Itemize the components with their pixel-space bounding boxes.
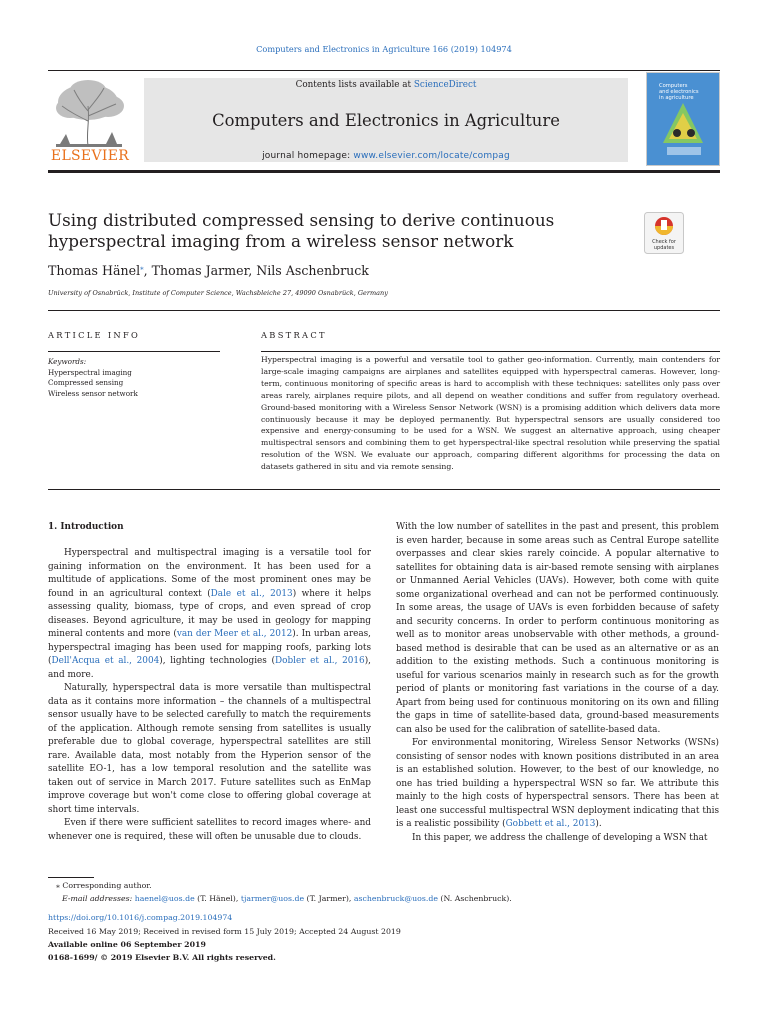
abstract-rule: [261, 351, 720, 352]
cover-title-2: and electronics: [659, 89, 699, 95]
text-run: ) where it helps assessing quality, biomass, type of crops, and even spread of crop diseases. Beyond agriculture, it may be used in geology for mapping mineral contents and more (: [48, 588, 371, 639]
ref-van-der-meer-2012[interactable]: van der Meer et al., 2012: [176, 629, 293, 639]
available-online: Available online 06 September 2019: [48, 940, 206, 949]
affiliation: University of Osnabrück, Institute of Computer Science, Wachsbleiche 27, 49090 Osnabrück, Germany: [48, 289, 388, 297]
intro-paragraph-5: In this paper, we address the challenge of developing a WSN that: [412, 832, 708, 843]
keyword-item: Compressed sensing: [48, 378, 124, 388]
crossmark-label-1: Check for: [652, 239, 676, 245]
author-list: [48, 263, 369, 278]
introduction-heading: 1. Introduction: [48, 522, 124, 532]
text-run: ), and more.: [48, 656, 371, 680]
received-dates: Received 16 May 2019; Received in revised form 15 July 2019; Accepted 24 August 2019: [48, 927, 401, 936]
text-run: Hyperspectral and multispectral imaging is a versatile tool for gaining information on the environment. It has been used for a multitude of applications. Some of the most prominent ones may be found in an agricultural context (: [48, 548, 371, 599]
copyright: 0168-1699/ © 2019 Elsevier B.V. All rights reserved.: [48, 953, 276, 962]
body-column-left: [48, 547, 371, 844]
intro-paragraph-3: Even if there were sufficient satellites to record images where- and whenever one is required, these will often be unusable due to clouds.: [48, 818, 371, 842]
contents-line: [144, 80, 628, 90]
ref-dellacqua-2004[interactable]: Dell'Acqua et al., 2004: [51, 656, 160, 666]
body-rule: [48, 489, 720, 490]
other-authors: , Thomas Jarmer, Nils Aschenbruck: [143, 263, 369, 278]
email-addresses: [62, 894, 512, 903]
cover-art-icon: [647, 73, 719, 165]
text-run: For environmental monitoring, Wireless Sensor Networks (WSNs) consisting of sensor nodes with known positions distributed in an area is an established solution. However, to the best of our knowledge, no one has tried building a hyperspectral WSN so far. We attribute this mainly to the high costs of hyperspectral sensors. There has been at least one successful multispectral WSN deployment indicating that this is a realistic possibility (: [396, 738, 719, 829]
sciencedirect-link[interactable]: ScienceDirect: [413, 80, 477, 90]
masthead: [48, 72, 720, 168]
keyword-item: Wireless sensor network: [48, 388, 138, 398]
journal-homepage: [144, 151, 628, 161]
keyword-item: Hyperspectral imaging: [48, 367, 132, 377]
doi-link[interactable]: https://doi.org/10.1016/j.compag.2019.104974: [48, 913, 233, 922]
journal-title: Computers and Electronics in Agriculture: [212, 111, 560, 130]
email-jarmer-link[interactable]: tjarmer@uos.de: [240, 894, 305, 903]
paper-title: Using distributed compressed sensing to derive continuous hyperspectral imaging from a wireless sensor network: [48, 210, 555, 251]
ref-dale-2013[interactable]: Dale et al., 2013: [210, 588, 293, 599]
text-run: ).: [595, 819, 602, 829]
homepage-link[interactable]: www.elsevier.com/locate/compag: [353, 151, 510, 161]
journal-cover-image[interactable]: [646, 72, 720, 166]
publisher-wordmark[interactable]: ELSEVIER: [50, 148, 130, 164]
crossmark-icon: [644, 212, 684, 254]
text-run: ). In urban areas, hyperspectral imaging has been used for mapping roofs, parking lots (: [48, 629, 371, 666]
text-run: ), lighting technologies (: [159, 656, 275, 666]
intro-paragraph-2: Naturally, hyperspectral data is more versatile than multispectral data as it contains more information – the channels of a multispectral sensor usually have to be selected carefully to match the requirements of the application. Although remote sensing from satellites is usually preferable due to global coverage, hyperspectral satellites are still rare. Available data, most notably from the Hyperion sensor of the satellite EO-1, has a low temporal resolution and the satellite was taken out of service in March 2017. Future satellites such as EnMap improve coverage but won't come close to offering global coverage at short time intervals.: [48, 683, 371, 815]
keywords-rule: [48, 351, 220, 352]
ref-dobler-2016[interactable]: Dobler et al., 2016: [275, 656, 365, 666]
header-rule: [48, 70, 720, 71]
keywords-label: Keywords:: [48, 357, 87, 366]
abstract-text: Hyperspectral imaging is a powerful and versatile tool to gather geo-information. Currently, main contenders for large-scale imaging campaigns are airplanes and satellites equipped with hyperspectral cameras. However, long-term, continuous monitoring of specific areas is hard to accomplish with these techniques: satellites only pass over areas rarely, airplanes require pilots, and all depend on weather conditions and suffer from regulatory overhead. Ground-based monitoring with a Wireless Sensor Network (WSN) is a promising addition which delivers data more continuously because it may be deployed permanently. But hyperspectral sensors are usually considered too expensive and energy-consuming to be used for a WSN. We suggest an alternative approach, using cheaper multispectral sensors and combining them to get hyperspectral-like spectral resolution while preserving the spatial resolution of the WSN. We evaluate our approach, comparing different algorithms for processing the data on datasets gathered in situ and via remote sensing.: [261, 355, 720, 472]
email-aschenbruck-name: (N. Aschenbruck).: [437, 894, 512, 903]
crossmark-label-2: updates: [653, 245, 675, 251]
article-info-heading: ARTICLE INFO: [48, 330, 141, 340]
keywords-block: [48, 357, 138, 399]
email-label: E-mail addresses:: [62, 894, 135, 903]
intro-paragraph-4: [396, 737, 719, 832]
masthead-rule: [48, 170, 720, 173]
ref-gobbett-2013[interactable]: Gobbett et al., 2013: [505, 819, 596, 829]
check-for-updates-button[interactable]: [644, 212, 684, 254]
author-haenel: Thomas Hänel: [48, 263, 141, 278]
journal-banner: [144, 78, 628, 162]
contents-prefix: Contents lists available at: [295, 80, 414, 90]
body-column-right: [396, 521, 719, 845]
email-jarmer-name: (T. Jarmer),: [304, 894, 354, 903]
email-aschenbruck-link[interactable]: aschenbruck@uos.de: [353, 894, 438, 903]
cover-title-3: in agriculture: [659, 95, 694, 101]
corresponding-author-note: ⁎ Corresponding author.: [56, 881, 152, 890]
email-haenel-link[interactable]: haenel@uos.de: [134, 894, 195, 903]
email-haenel-name: (T. Hänel),: [194, 894, 241, 903]
corresponding-author-mark[interactable]: ⁎: [140, 263, 144, 272]
cover-title-1: Computers: [659, 83, 688, 89]
intro-paragraph-1: [48, 547, 371, 682]
intro-paragraph-3-continued: With the low number of satellites in the past and present, this problem is even harder, because in some areas such as Central Europe satellite overpasses and clear skies rarely coincide. A popular alternative to satellites for obtaining data is air-based remote sensing with airplanes or Unmanned Aerial Vehicles (UAVs). However, both come with quite some organizational overhead and can not be performed continuously. In some areas, the usage of UAVs is even forbidden because of safety and security concerns. In order to perform continuous monitoring as well as to monitor areas unobservable with other methods, a ground-based method is desirable that can be used as an alternative or as an addition to the existing methods. Such a continuous monitoring is useful for various scenarios mainly in research such as for the growth period of plants or monitoring fast variations in the course of a day. Apart from being used for continuous monitoring on its own and filling the gaps in time of satellite-based data, ground-based measurements can also be used for the calibration of satellite-based data.: [396, 522, 719, 735]
footnote-rule: [48, 877, 94, 878]
journal-citation[interactable]: Computers and Electronics in Agriculture 166 (2019) 104974: [256, 44, 512, 54]
homepage-prefix: journal homepage:: [262, 151, 354, 161]
info-rule: [48, 310, 720, 311]
abstract-heading: ABSTRACT: [261, 330, 327, 340]
